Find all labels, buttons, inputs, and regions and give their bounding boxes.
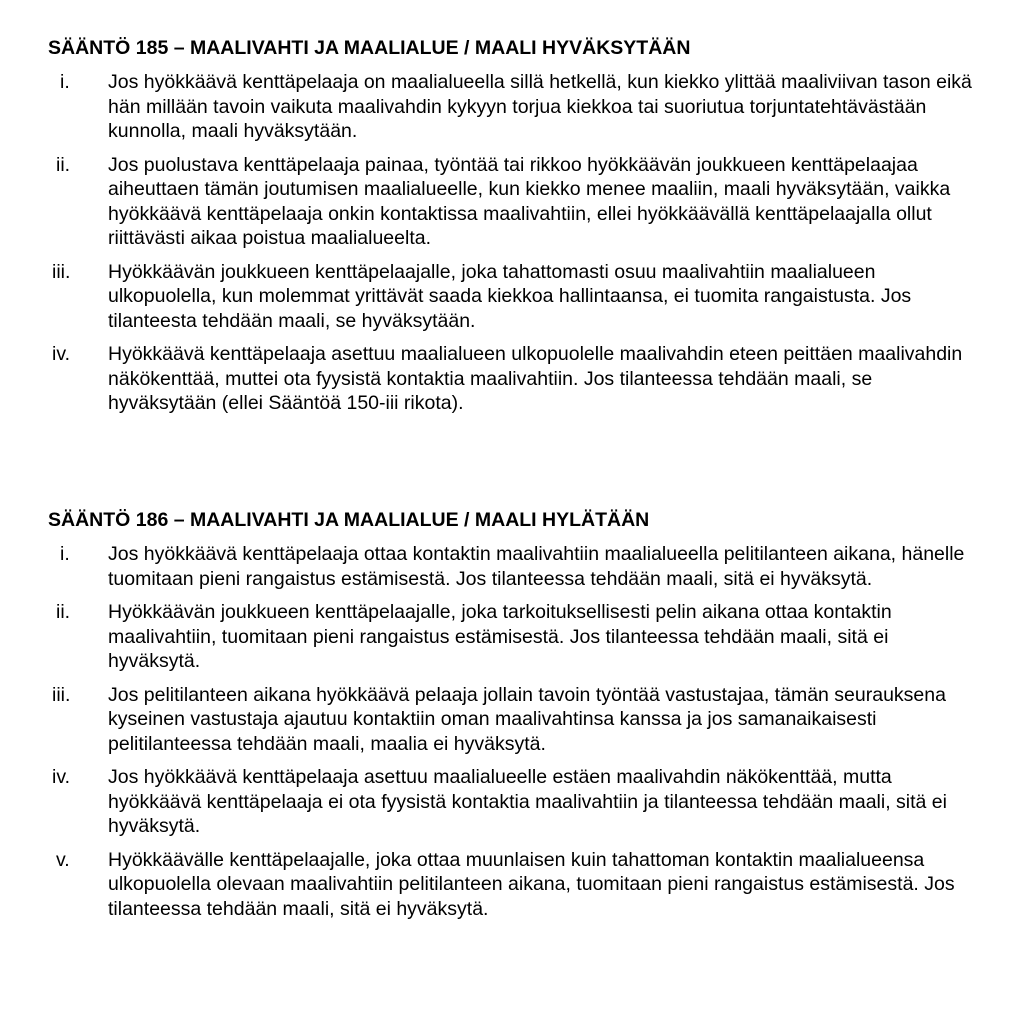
rule-186-items (48, 542, 988, 921)
rule-185-items (48, 70, 988, 416)
rule-185-section (48, 35, 988, 425)
item-text: Jos hyökkäävä kenttäpelaaja on maalialueella sillä hetkellä, kun kiekko ylittää maaliviivan tason eikä hän millään tavoin vaikuta maalivahdin kykyyn torjua kiekkoa tai suoriutua torjuntatehtävästään kunnolla, maali hyväksytään. (108, 71, 972, 142)
rule-186-item-iv (48, 765, 988, 839)
rule-186-item-ii (48, 600, 988, 674)
item-numeral: iv. (52, 343, 71, 365)
item-numeral: iii. (52, 260, 71, 283)
item-text: Hyökkäävän joukkueen kenttäpelaajalle, joka tahattomasti osuu maalivahtiin maalialueen ulkopuolella, kun molemmat yrittävät saada kiekkoa hallintaansa, ei tuomita rangaistusta. Jos tilanteesta tehdään maali, se hyväksytään. (108, 260, 912, 332)
item-text: Jos hyökkäävä kenttäpelaaja asettuu maalialueelle estäen maalivahdin näkökenttää, mutta hyökkäävä kenttäpelaaja ei ota fyysistä kontaktia maalivahtiin ja tilanteessa tehdään maali, sitä ei hyväksytä. (108, 766, 947, 837)
rule-185-item-ii (48, 153, 988, 251)
item-text: Hyökkäävä kenttäpelaaja asettuu maalialueen ulkopuolelle maalivahdin eteen peittäen maalivahdin näkökenttää, muttei ota fyysistä kontaktia maalivahtiin. Jos tilanteessa tehdään maali, se hyväksytään (ellei Sääntöä 150-iii rikota). (108, 343, 963, 414)
item-text: Hyökkäävälle kenttäpelaajalle, joka ottaa muunlaisen kuin tahattoman kontaktin maalialueensa ulkopuolella olevaan maalivahtiin pelitilanteen aikana, tuomitaan pieni rangaistus estämisestä. Jos tilanteessa tehdään maali, sitä ei hyväksytä. (108, 848, 955, 920)
rule-186-item-iii (48, 683, 988, 757)
rule-186-item-i (48, 542, 988, 591)
item-numeral: i. (60, 543, 70, 565)
item-text: Hyökkäävän joukkueen kenttäpelaajalle, joka tarkoituksellisesti pelin aikana ottaa kontaktin maalivahtiin, tuomitaan pieni rangaistus estämisestä. Jos tilanteessa tehdään maali, sitä ei hyväksytä. (108, 601, 892, 672)
rule-186-title: SÄÄNTÖ 186 – MAALIVAHTI JA MAALIALUE / MAALI HYLÄTÄÄN (48, 509, 650, 531)
rule-185-item-i (48, 70, 988, 144)
item-numeral: ii. (56, 601, 71, 623)
rule-185-item-iii (48, 260, 988, 334)
item-numeral: iv. (52, 766, 71, 788)
item-numeral: ii. (56, 153, 71, 176)
item-text: Jos pelitilanteen aikana hyökkäävä pelaaja jollain tavoin työntää vastustajaa, tämän seurauksena kyseinen vastustaja ajautuu kontaktiin oman maalivahtinsa kanssa ja jos samanaikaisesti pelitilanteessa tehdään maali, maalia ei hyväksytä. (108, 683, 946, 755)
item-numeral: v. (56, 848, 70, 871)
rule-186-item-v (48, 848, 988, 922)
rule-185-item-iv (48, 342, 988, 416)
item-numeral: i. (60, 71, 70, 93)
item-numeral: iii. (52, 683, 71, 706)
rule-185-title: SÄÄNTÖ 185 – MAALIVAHTI JA MAALIALUE / MAALI HYVÄKSYTÄÄN (48, 37, 691, 59)
rule-186-section (48, 507, 988, 930)
item-text: Jos hyökkäävä kenttäpelaaja ottaa kontaktin maalivahtiin maalialueella pelitilanteen aikana, hänelle tuomitaan pieni rangaistus estämisestä. Jos tilanteessa tehdään maali, sitä ei hyväksytä. (108, 543, 965, 590)
item-text: Jos puolustava kenttäpelaaja painaa, työntää tai rikkoo hyökkäävän joukkueen kenttäpelaajaa aiheuttaen tämän joutumisen maalialueelle, kun kiekko menee maaliin, maali hyväksytään, vaikka hyökkäävä kenttäpelaaja onkin kontaktissa maalivahtiin, ellei hyökkäävällä kenttäpelaajalla ollut riittävästi aikaa poistua maalialueelta. (108, 153, 951, 249)
